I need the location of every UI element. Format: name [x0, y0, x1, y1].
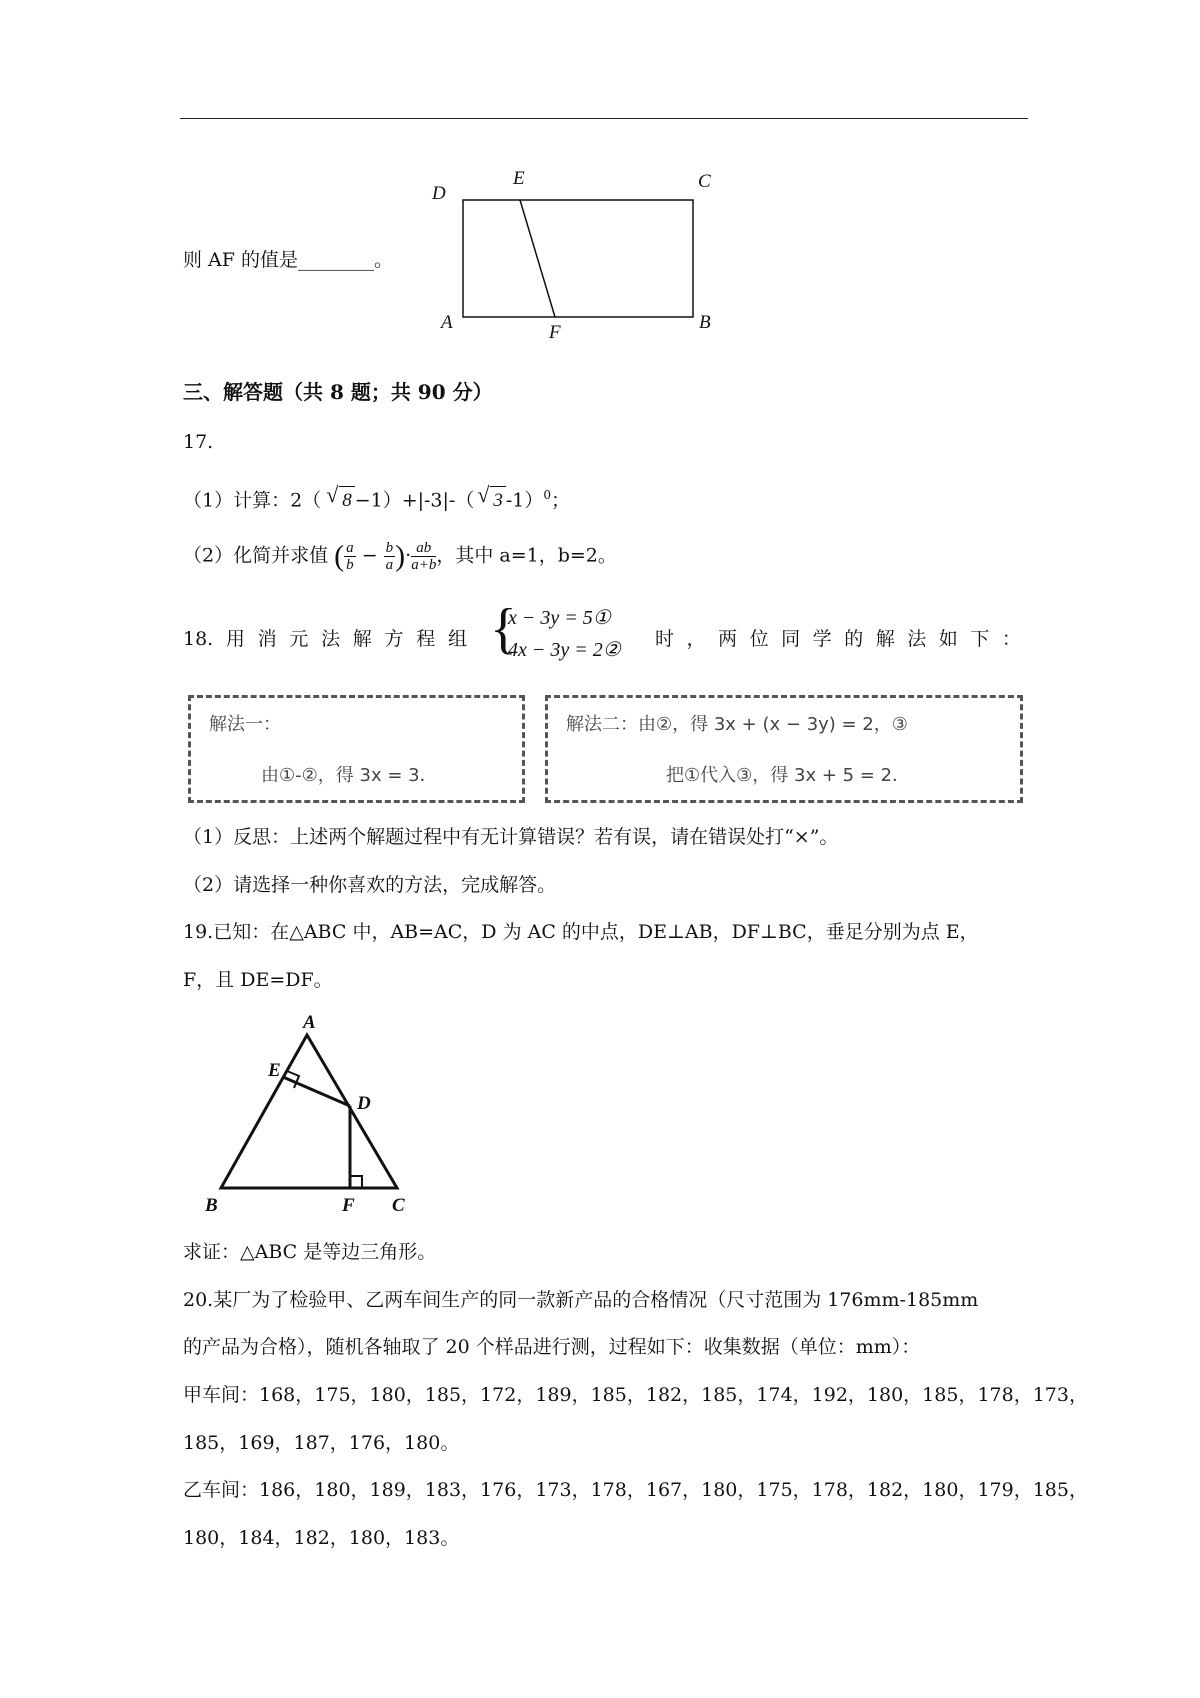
q20-line2: 的产品为合格），随机各轴取了 20 个样品进行测，过程如下：收集数据（单位：mm）：: [183, 1336, 921, 1358]
q20-line1: 20.某厂为了检验甲、乙两车间生产的同一款新产品的合格情况（尺寸范围为 176mm-185mm: [183, 1289, 979, 1311]
q18-char: 方: [384, 628, 404, 650]
q19-prove: 求证：△ABC 是等边三角形。: [183, 1241, 437, 1263]
q18-tail-char: ：: [1001, 628, 1021, 650]
label-a: A: [303, 1012, 316, 1033]
label-e: E: [268, 1060, 281, 1081]
q18-char: 程: [416, 628, 436, 650]
method-one-box: [188, 695, 525, 803]
q18-tail-char: 学: [812, 628, 832, 650]
sqrt-8: √ 8: [339, 486, 355, 515]
exponent-zero: 0: [543, 488, 552, 502]
paren-close: ): [395, 539, 406, 573]
q18-char: 18.: [183, 628, 214, 650]
q20-yi-line1: 乙车间：186，180，189，183，176，173，178，167，180，175，178，182，180，179，185，: [183, 1479, 1088, 1501]
q16-text: [183, 246, 393, 274]
q18-char: 法: [321, 628, 341, 650]
triangle-diagram: [210, 1020, 410, 1220]
q18-char: 消: [257, 628, 277, 650]
q18-tail-char: 的: [844, 628, 864, 650]
q18-part2: （2）请选择一种你喜欢的方法，完成解答。: [183, 874, 557, 896]
method-two-box: [545, 695, 1023, 803]
q16-blank: ________: [297, 249, 374, 271]
q17-part2: [183, 540, 617, 573]
frac2-num: b: [385, 540, 394, 556]
label-e: E: [513, 168, 525, 189]
q18-char: 元: [289, 628, 309, 650]
label-d: D: [432, 183, 446, 204]
label-a: A: [441, 312, 453, 333]
q17-p1-suffix: -1）: [505, 489, 544, 512]
method-two-line1: 解法二：由②，得 3x + (x − 3y) = 2，③: [566, 714, 908, 735]
sqrt-3: √ 3: [490, 486, 506, 515]
method-two-line2: 把①代入③，得 3x + 5 = 2．: [666, 765, 911, 786]
header-rule: [180, 118, 1028, 119]
label-c: C: [392, 1195, 405, 1216]
q16-prefix: 则 AF 的值是: [183, 249, 298, 271]
q18-tail-char: 时: [655, 628, 675, 650]
fraction-b-over-a: [384, 540, 396, 573]
q18-tail-char: 如: [938, 628, 958, 650]
rectangle-diagram: [450, 170, 730, 350]
q17-number: 17.: [183, 431, 214, 453]
q18-tail: [655, 625, 1021, 653]
q18-tail-char: 同: [781, 628, 801, 650]
minus-sign: −: [361, 544, 378, 567]
label-f: F: [342, 1195, 355, 1216]
q18-char: 解: [352, 628, 372, 650]
equation-1: x − 3y = 5①: [508, 607, 611, 629]
label-b: B: [699, 312, 711, 333]
label-f: F: [549, 322, 561, 343]
q18-lead: [183, 625, 467, 653]
frac2-den: a: [385, 557, 394, 573]
q20-jia-line1: 甲车间：168，175，180，185，172，189，185，182，185，174，192，180，185，178，173，: [183, 1384, 1088, 1406]
equation-2: 4x − 3y = 2②: [508, 639, 621, 661]
fraction-a-over-b: [344, 540, 356, 573]
q18-part1: （1）反思：上述两个解题过程中有无计算错误？若有误，请在错误处打“×”。: [183, 826, 839, 848]
method-one-title: 解法一：: [209, 714, 281, 735]
section-title: 三、解答题（共 8 题；共 90 分）: [183, 380, 493, 404]
q18-tail-char: 位: [749, 628, 769, 650]
q17-p1-end: ；: [551, 489, 571, 512]
frac1-num: a: [346, 540, 354, 556]
brace-icon: {: [490, 598, 517, 660]
right-angle-f: [350, 1176, 362, 1188]
frac1-den: b: [346, 557, 354, 573]
q19-line2: F，且 DE=DF。: [183, 969, 333, 991]
dot-operator: ·: [405, 544, 412, 567]
q17-part1: [183, 481, 570, 515]
q18-tail-char: 下: [970, 628, 990, 650]
q17-p2-prefix: （2）化简并求值: [183, 544, 329, 567]
q20-yi-line2: 180，184，182，180，183。: [183, 1527, 460, 1549]
label-b: B: [205, 1195, 218, 1216]
q20-jia-line2: 185，169，187，176，180。: [183, 1432, 460, 1454]
label-d: D: [357, 1093, 371, 1114]
q17-p1-mid: −1）+|-3|-（: [354, 489, 475, 512]
frac3-den: a+b: [411, 557, 437, 573]
fraction-ab-over-aplusb: [411, 540, 436, 573]
q18-char: 组: [447, 628, 467, 650]
q19-line1: 19.已知：在△ABC 中，AB=AC，D 为 AC 的中点，DE⊥AB，DF⊥BC，垂足分别为点 E，: [183, 921, 979, 943]
frac3-num: ab: [411, 540, 436, 557]
q18-char: 用: [225, 628, 245, 650]
q16-suffix: 。: [373, 249, 393, 271]
q18-tail-char: 法: [907, 628, 927, 650]
q17-p2-suffix: ，其中 a=1，b=2。: [436, 544, 617, 567]
method-one-line: 由①-②，得 3x = 3．: [261, 765, 438, 786]
q17-p1-prefix: （1）计算：2（: [183, 489, 322, 512]
q18-tail-char: ，: [686, 628, 706, 650]
rect-abcd: [463, 200, 693, 317]
label-c: C: [698, 171, 711, 192]
paren-open: (: [334, 539, 345, 573]
q18-tail-char: 解: [875, 628, 895, 650]
q18-tail-char: 两: [718, 628, 738, 650]
segment-ef: [520, 200, 555, 317]
